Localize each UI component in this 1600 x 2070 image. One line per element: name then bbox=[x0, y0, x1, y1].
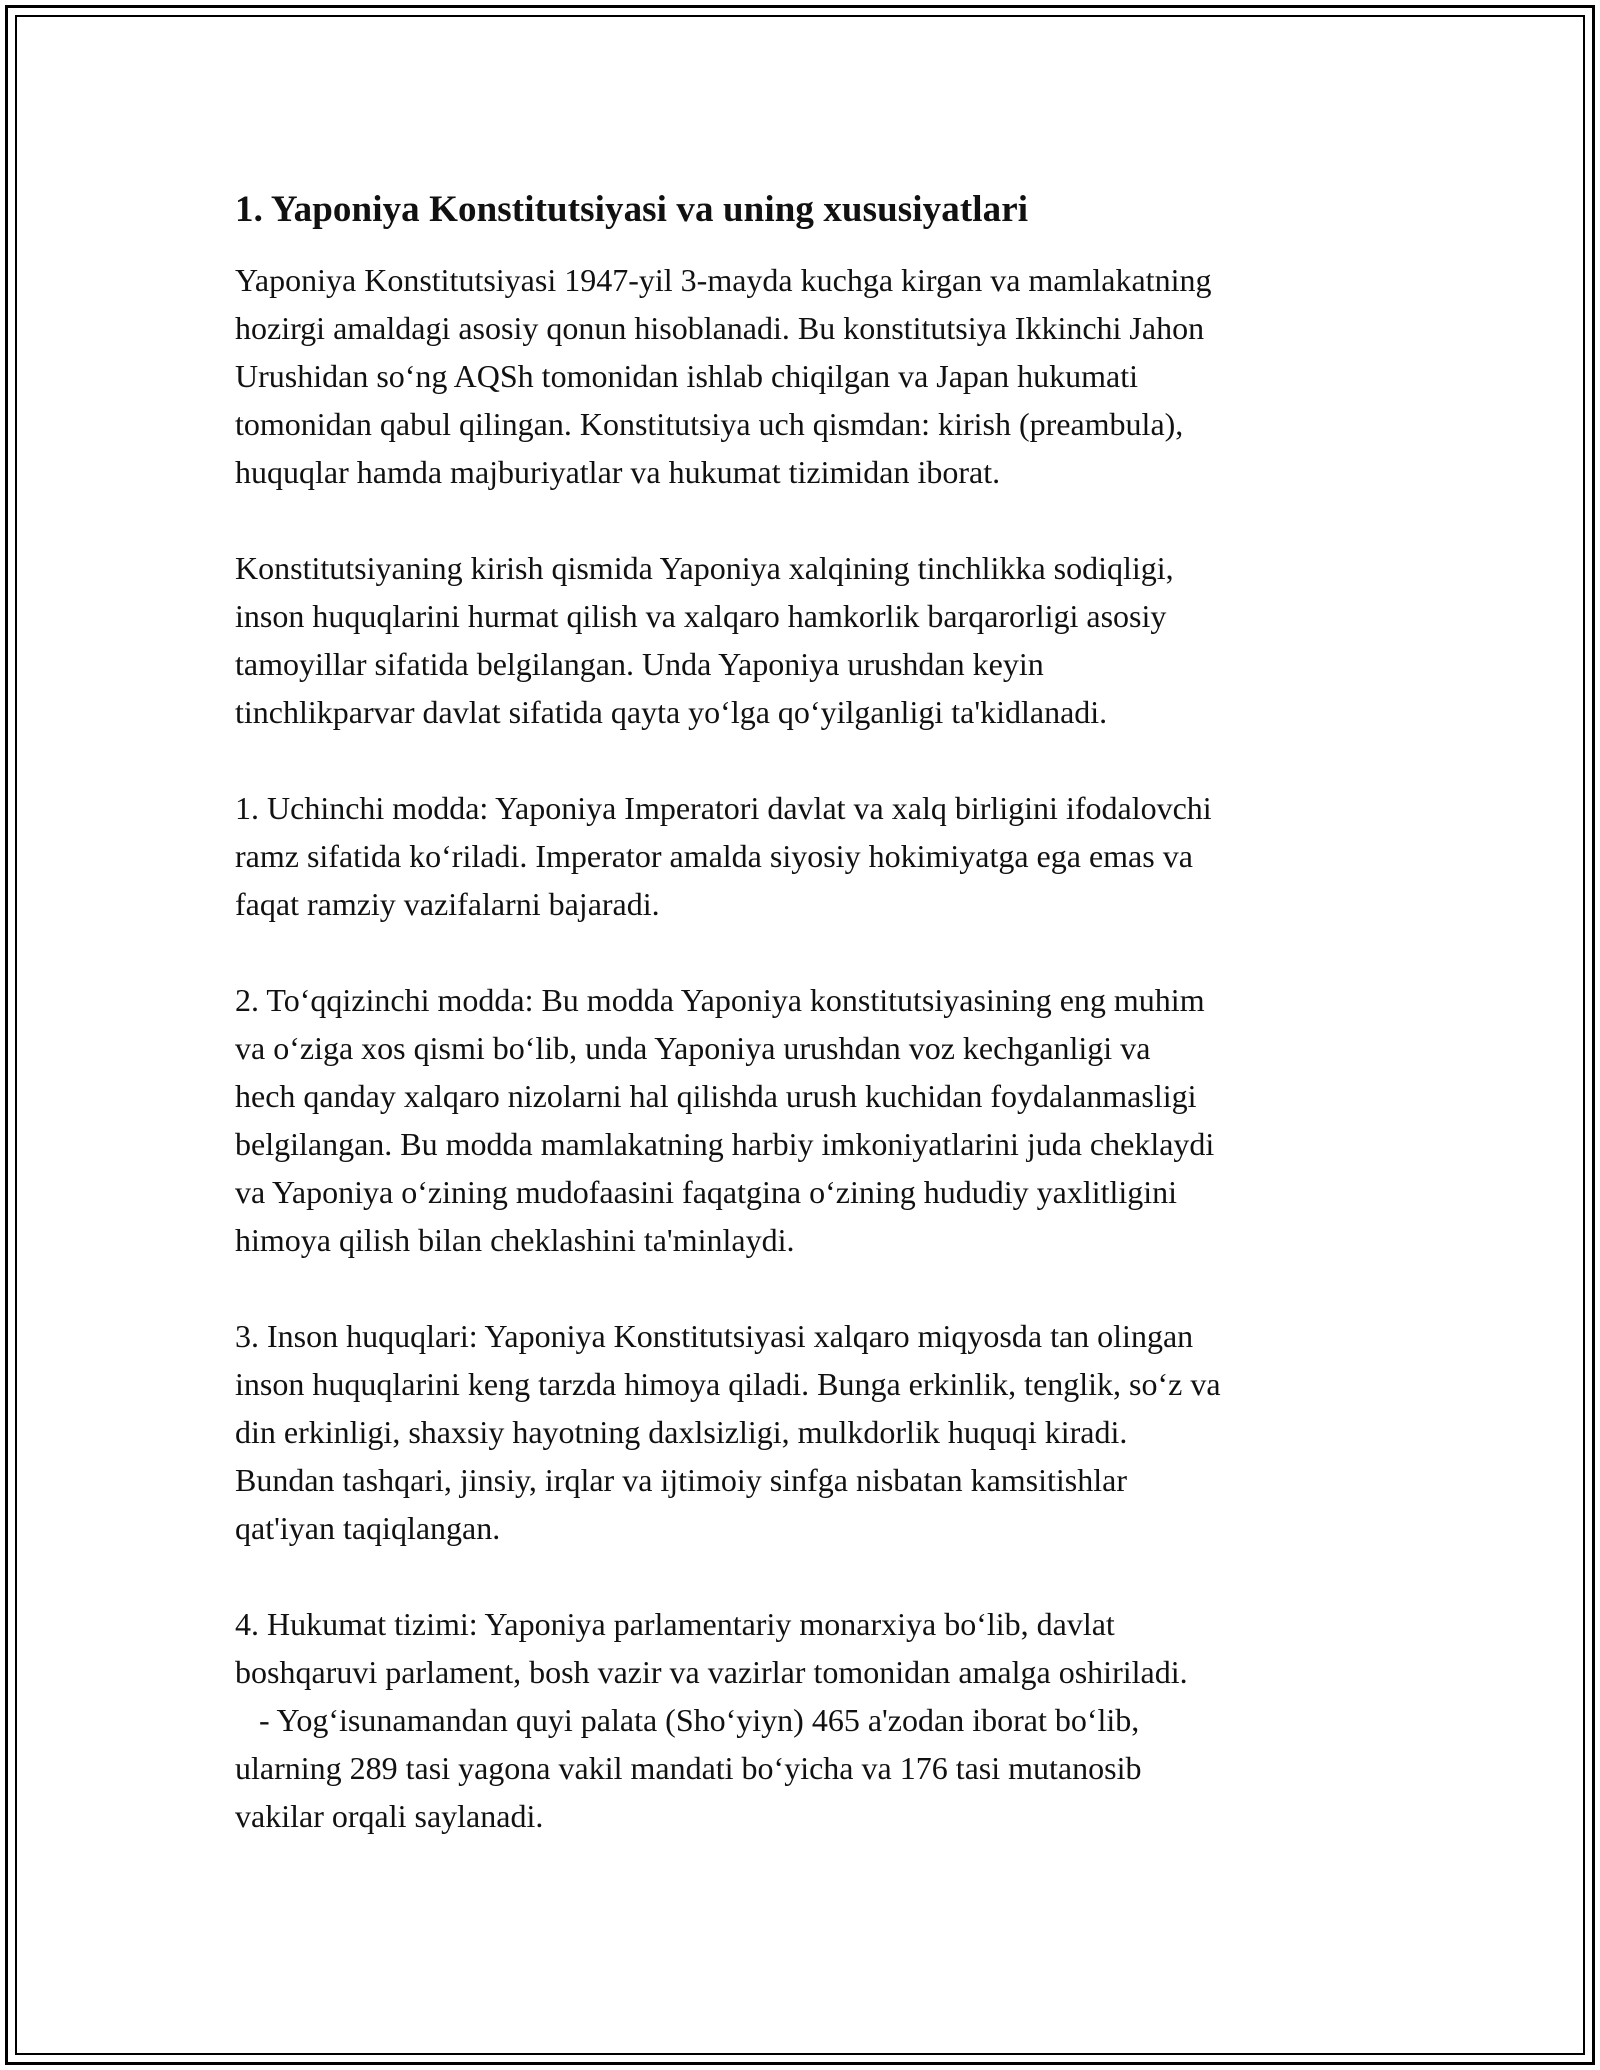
paragraph-line: vakilar orqali saylanadi. bbox=[235, 1798, 544, 1834]
paragraph-line: va Yaponiya o‘zining mudofaasini faqatgina o‘zining hududiy yaxlitligini bbox=[235, 1174, 1178, 1210]
document-title: 1. Yaponiya Konstitutsiyasi va uning xususiyatlari bbox=[235, 189, 1029, 230]
paragraph-line: hozirgi amaldagi asosiy qonun hisoblanadi. Bu konstitutsiya Ikkinchi Jahon bbox=[235, 310, 1205, 346]
paragraph-line: qat'iyan taqiqlangan. bbox=[235, 1510, 501, 1546]
paragraph-article-1 bbox=[235, 784, 1375, 928]
paragraph-line: ramz sifatida ko‘riladi. Imperator amalda siyosiy hokimiyatga ega emas va bbox=[235, 838, 1193, 874]
paragraph-government bbox=[235, 1600, 1375, 1840]
document-body bbox=[235, 186, 1375, 1888]
paragraph-line: va o‘ziga xos qismi bo‘lib, unda Yaponiya urushdan voz kechganligi va bbox=[235, 1030, 1151, 1066]
paragraph-line: tomonidan qabul qilingan. Konstitutsiya uch qismdan: kirish (preambula), bbox=[235, 406, 1184, 442]
paragraph-human-rights bbox=[235, 1312, 1375, 1552]
paragraph-line: Konstitutsiyaning kirish qismida Yaponiya xalqining tinchlikka sodiqligi, bbox=[235, 550, 1174, 586]
paragraph-line: belgilangan. Bu modda mamlakatning harbiy imkoniyatlarini juda cheklaydi bbox=[235, 1126, 1215, 1162]
paragraph-line: 2. To‘qqizinchi modda: Bu modda Yaponiya konstitutsiyasining eng muhim bbox=[235, 982, 1205, 1018]
paragraph-line: boshqaruvi parlament, bosh vazir va vazirlar tomonidan amalga oshiriladi. bbox=[235, 1654, 1188, 1690]
paragraph-line: din erkinligi, shaxsiy hayotning daxlsizligi, mulkdorlik huquqi kiradi. bbox=[235, 1414, 1128, 1450]
paragraph-line: tinchlikparvar davlat sifatida qayta yo‘lga qo‘yilganligi ta'kidlanadi. bbox=[235, 694, 1108, 730]
paragraph-article-9 bbox=[235, 976, 1375, 1264]
paragraph-line: hech qanday xalqaro nizolarni hal qilishda urush kuchidan foydalanmasligi bbox=[235, 1078, 1197, 1114]
paragraph-preamble bbox=[235, 544, 1375, 736]
paragraph-line: 3. Inson huquqlari: Yaponiya Konstitutsiyasi xalqaro miqyosda tan olingan bbox=[235, 1318, 1194, 1354]
paragraph-line: inson huquqlarini keng tarzda himoya qiladi. Bunga erkinlik, tenglik, so‘z va bbox=[235, 1366, 1221, 1402]
paragraph-line: 1. Uchinchi modda: Yaponiya Imperatori davlat va xalq birligini ifodalovchi bbox=[235, 790, 1212, 826]
paragraph-line: huquqlar hamda majburiyatlar va hukumat tizimidan iborat. bbox=[235, 454, 1001, 490]
paragraph-line: faqat ramziy vazifalarni bajaradi. bbox=[235, 886, 660, 922]
paragraph-line: tamoyillar sifatida belgilangan. Unda Yaponiya urushdan keyin bbox=[235, 646, 1044, 682]
paragraph-line: Yaponiya Konstitutsiyasi 1947-yil 3-mayda kuchga kirgan va mamlakatning bbox=[235, 262, 1212, 298]
paragraph-line: 4. Hukumat tizimi: Yaponiya parlamentariy monarxiya bo‘lib, davlat bbox=[235, 1606, 1115, 1642]
paragraph-line: Urushidan so‘ng AQSh tomonidan ishlab chiqilgan va Japan hukumati bbox=[235, 358, 1138, 394]
paragraph-line: ularning 289 tasi yagona vakil mandati bo‘yicha va 176 tasi mutanosib bbox=[235, 1750, 1142, 1786]
paragraph-intro bbox=[235, 256, 1375, 496]
paragraph-line: himoya qilish bilan cheklashini ta'minlaydi. bbox=[235, 1222, 795, 1258]
paragraph-line: Bundan tashqari, jinsiy, irqlar va ijtimoiy sinfga nisbatan kamsitishlar bbox=[235, 1462, 1127, 1498]
paragraph-line: - Yog‘isunamandan quyi palata (Sho‘yiyn) 465 a'zodan iborat bo‘lib, bbox=[235, 1702, 1140, 1738]
paragraph-line: inson huquqlarini hurmat qilish va xalqaro hamkorlik barqarorligi asosiy bbox=[235, 598, 1167, 634]
